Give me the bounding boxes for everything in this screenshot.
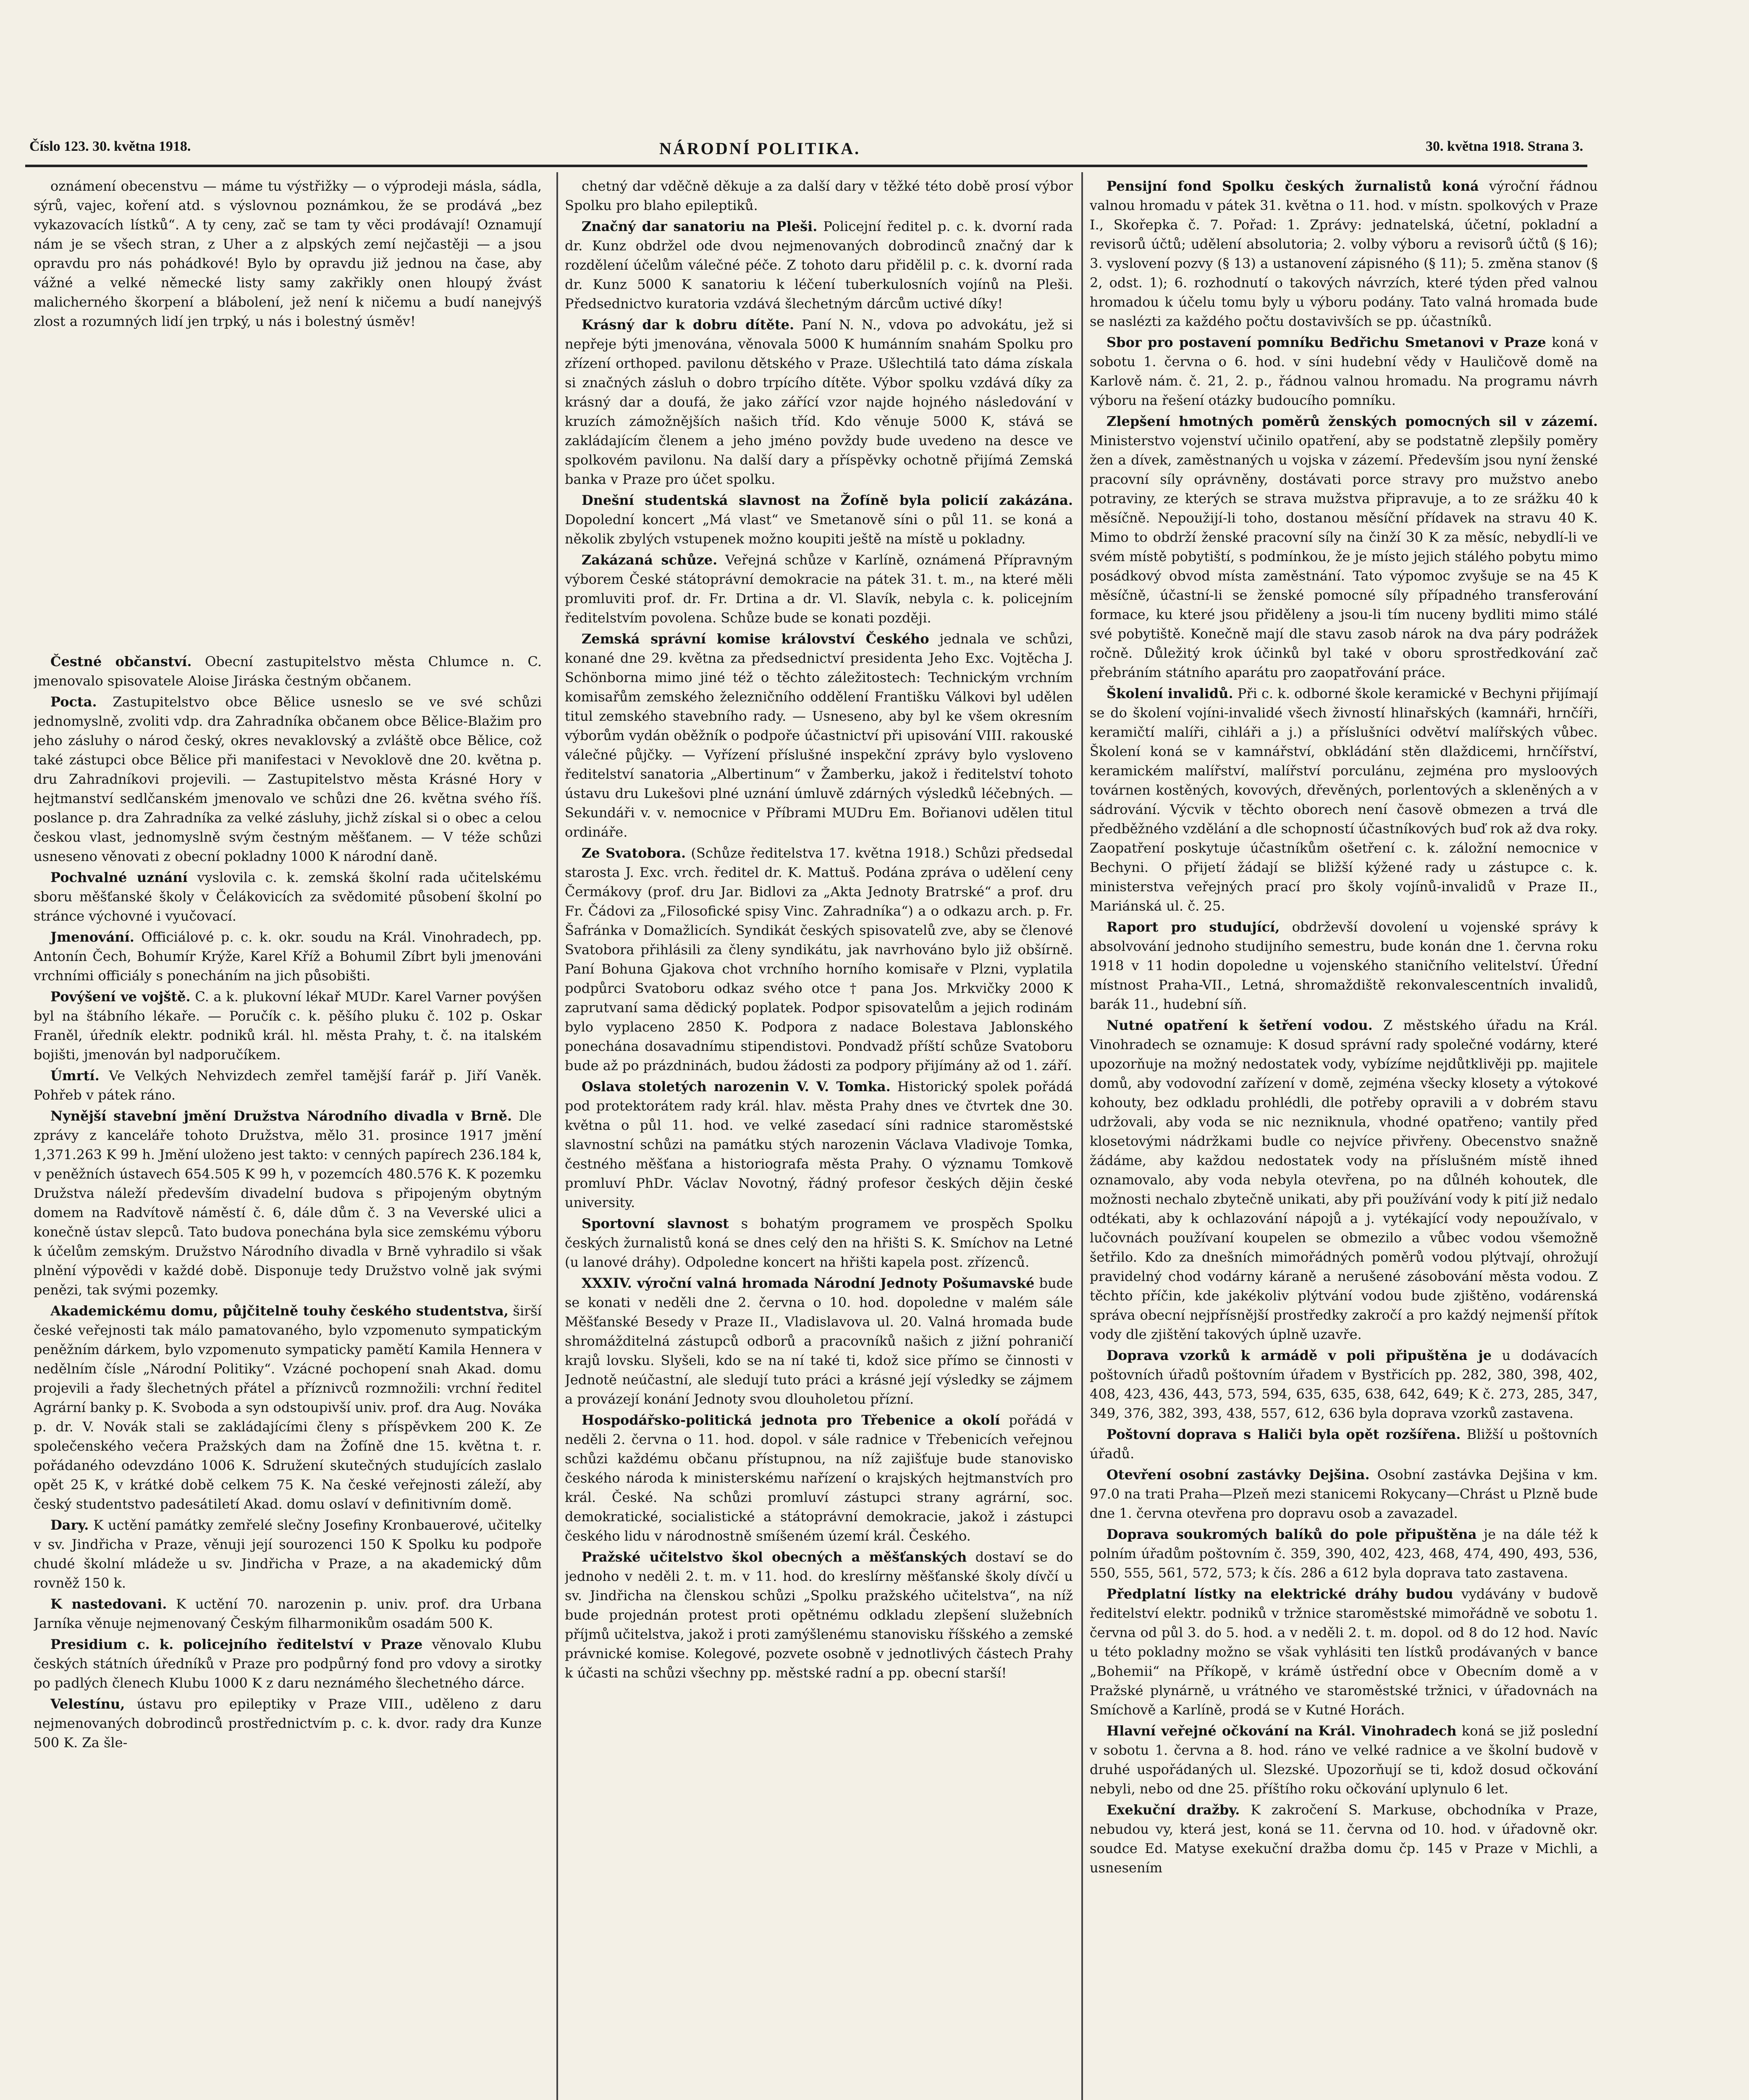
column-intro: chetný dar vděčně děkuje a za další dary v těžké této době prosí výbor Spolku pro blaho epileptiků. [565, 178, 1073, 213]
news-title: Pochvalné uznání [50, 869, 188, 885]
news-item [34, 1594, 542, 1633]
news-title: Sportovní slavnost [582, 1215, 729, 1231]
news-item [1090, 1465, 1598, 1523]
news-item [565, 1547, 1073, 1683]
news-item [565, 843, 1073, 1075]
news-item [34, 652, 542, 690]
news-title: Školení invalidů. [1107, 685, 1233, 701]
news-item [34, 1694, 542, 1752]
news-item [34, 1066, 542, 1105]
news-item [1090, 333, 1598, 410]
news-title: Pocta. [50, 694, 97, 710]
news-text: výroční řádnou valnou hromadu v pátek 31. května o 11. hod. v místn. spolkových v Praze I., Skořepka č. 7. Pořad: 1. Zprávy: jednatelská, účetní, pokladní a revisorů účtů; udělení absolutoria; 2. volby výboru a revisorů účtů (§ 16); 3. vyslovení pozvy (§ 13) a ustanovení zápisného (§ 11); 5. změna stanov (§ 2, odst. 1); 6. rozhodnutí o takových návrzích, které týden před valnou hromadou k účelu tomu byly u výboru podány. Tato valná hromada bude se naslézti za každého počtu dostavivších se pp. účastníků. [1090, 178, 1598, 329]
news-text: C. a k. plukovní lékař MUDr. Karel Varner povýšen byl na štábního lékaře. — Poručík c. k. pěšího pluku č. 102 p. Oskar Franěl, úředník elektr. podniků král. hl. města Prahy, t. č. na italském bojišti, jmenován byl nadporučíkem. [34, 989, 542, 1063]
column-divider [556, 172, 558, 2100]
news-item [1090, 176, 1598, 331]
news-title: Nynější stavební jmění Družstva Národního divadla v Brně. [50, 1108, 512, 1124]
news-text: Veřejná schůze v Karlíně, oznámená Přípravným výborem České státoprávní demokracie na pátek 31. t. m., na které měli promluviti prof. dr. Fr. Drtina a dr. Vl. Slavík, nebyla c. k. policejním ředitelstvím povolena. Schůze bude se konati později. [565, 552, 1073, 626]
news-text: vyslovila c. k. zemská školní rada učitelskému sboru měšťanské školy v Čelákovicích za svědomité působení školní po stránce výchovné i vyučovací. [34, 869, 542, 924]
news-text: bude se konati v neděli dne 2. června o 10. hod. dopoledne v malém sále Měšťanské Besedy v Praze II., Vladislavova ul. 20. Valná hromada bude shromážditelná zástupců odborů a pracovníků našich z jižní pohraničí krajů lovsku. Slyšeli, kdo se na ní také ti, kdož sice přímo se činnosti v Jednotě neúčastní, ale sledují tuto práci a krásné její výsledky se zájmem a provázejí konání Jednoty svou dlouholetou přízní. [565, 1275, 1073, 1407]
news-title: Zlepšení hmotných poměrů ženských pomocných sil v zázemí. [1107, 413, 1598, 429]
news-title: Značný dar sanatoriu na Pleši. [582, 218, 818, 234]
news-text: Při c. k. odborné škole keramické v Bechyni přijímají se do školení vojíni-invalidé všech živností hlinařských (kamnáři, hrnčíři, keramičtí malíři, cihláři a j.) a příslušníci odvětví malířských vůbec. Školení koná se v kamnářství, obkládání stěn dlaždicemi, hrnčířství, keramickém malířství, malířství porculánu, zejména pro mysloových továrnen kostěných, kovových, dřevěných, porlentových a skleněných a v sádrování. Výcvik v těchto oborech není časově obmezen a trvá dle předběžného vzdělání a dle schopností účastníkových buď rok až dva roky. Zaopatření poskytuje účastníkům ošetření c. k. záložní nemocnice v Bechyni. O přijetí žádají se bližší kýžené rady u zástupce c. k. ministerstva veřejných prací pro školy vojínů-invalidů v Praze II., Mariánská ul. č. 25. [1090, 685, 1598, 914]
news-text: Ministerstvo vojenství učinilo opatření, aby se podstatně zlepšily poměry žen a dívek, zaměstnaných u vojska v zázemí. Především jsou nyní ženské pracovní síly oprávněny, dostávati porce stravy pro mužstvo anebo potraviny, ze kterých se strava mužstva připravuje, a to ze srážku 40 k měsíčně. Nepoužijí-li toho, dostanou měsíční přídavek na stravu 40 K. Mimo to obdrží ženské pracovní síly na činží 30 K za měsíc, nebydlí-li ve svém místě pobytiští, s podmínkou, že je místo jejich stálého pobytu mimo posádkový obvod místa zaměstnání. Tato výpomoc zvyšuje se na 45 K měsíčně, účastní-li se ženské pomocné síly případného transferování formace, ku které jsou přiděleny a jsou-li tím nuceny bydliti mimo stálé své pobytiště. Konečně mají dle stavu zasob nárok na dva páry podrážek ročně. Důležitý krok účinků byl také v oboru sprostředkování zač přebráním státního aparátu pro zaopatřování práce. [1090, 433, 1598, 680]
news-title: Presidium c. k. policejního ředitelství v Praze [50, 1636, 423, 1652]
news-item [1090, 684, 1598, 916]
news-title: Nutné opatření k šetření vodou. [1107, 1017, 1373, 1033]
news-title: Čestné občanství. [50, 654, 192, 669]
page-header [29, 139, 1583, 164]
news-text: Z městského úřadu na Král. Vinohradech se oznamuje: K dosud správní rady společné vodárny, které upozorňuje na možný nedostatek vody, vybízíme nejdůtklivěji pp. majitele domů, aby vodovodní zařízení v domě, zejména všecky klosety a výtokové kohouty, bez odkladu prohlédli, dle potřeby opravili a v dobrém stavu udržovali, aby voda se nic nezniknula, vhodné opatřeno; vantily před klosetovými nádržkami budle co nejvíce přivřeny. Obecenstvo snažně žádáme, aby každou nedostatek vody na příslušném místě ihned oznamovalo, aby voda nebyla otevřena, po na důlnéh kohoutek, dle možnosti nechalo zbytečně unikati, aby při používání vody k pití již nedalo odtékati, aby k ochlazování nápojů a j. vytékající vody nepoužívalo, v lučovnách používaní koupelen se obmezilo a vůbec vodou všemožně šetřilo. Kdo za dnešních mimořádných poměrů vodou plýtvají, ohrožují pravidelný chod vodárny káraně a nerušené zásobování města vodou. Z těchto příčin, kde jakékoliv plýtvání vodou bude zjištěno, vodárenská správa obecní nejpřísnější prostředky zakročí a pro každý nejmenší přítok vody dle zjištění takových úplně uzavře. [1090, 1017, 1598, 1342]
news-title: Dnešní studentská slavnost na Žofíně byla policií zakázána. [582, 492, 1073, 508]
news-text: koná se již poslední v sobotu 1. června a 8. hod. ráno ve velké radnice a ve školní budově v druhé uspořádaných ul. Slezské. Upozorňují se ti, kdož dosud očkování nebyli, nebo od dne 25. příštího roku očkování uplynulo 6 let. [1090, 1723, 1598, 1797]
news-item [34, 1515, 542, 1593]
news-title: Dary. [50, 1517, 89, 1533]
news-item [565, 217, 1073, 313]
news-text: Paní N. N., vdova po advokátu, jež si nepřeje býti jmenována, věnovala 5000 K humánním snahám Spolku pro zřízení orthoped. pavilonu dětského v Praze. Ušlechtilá tato dáma získala si značných zásluh o dobro trpícího dítěte. Výbor spolku vzdává díky za krásný dar a doufá, že jako zářící vzor najde hojného následování v kruzích zámožnějších našich tříd. Kdo věnuje 5000 K, stává se zakládajícím členem a jeho jméno povždy bude uvedeno na desce ve spolkovém pavilonu. Na další dary a příspěvky ochotně přijímá Zemská banka v Praze pro účet spolku. [565, 317, 1073, 487]
news-title: Ze Svatobora. [582, 845, 686, 861]
news-text: K uctění památky zemřelé slečny Josefiny Kronbauerové, učitelky v sv. Jindřicha v Praze, věnuji její sourozenci 150 K Spolku ku podpoře chudé školní mládeže u sv. Jindřicha v Praze, a na akademický dům rovněž 150 k. [34, 1517, 542, 1591]
news-text: K uctění 70. narozenin p. univ. prof. dra Urbana Jarníka věnuje nejmenovaný Českým filharmonikům osadám 500 K. [34, 1596, 542, 1631]
news-title: Velestínu, [50, 1696, 125, 1712]
issue-number: Číslo 123. 30. května 1918. [29, 139, 191, 154]
news-title: Raport pro studující, [1107, 919, 1280, 935]
news-text: pořádá v neděli 2. června o 11. hod. dopol. v sále radnice v Třebenicích veřejnou schůzi každému občanu přístupnou, na níž zajišťuje bude stanovisko českého národa k ministerskému nařízení o krajských hejtmanstvích pro král. České. Na schůzi promluví zástupci strany agrární, soc. demokratické, socialistické a státoprávní demokracie, jakož i zástupci českého lidu v národnostně smíšeném území král. Českého. [565, 1412, 1073, 1544]
news-text: Dopolední koncert „Má vlast“ ve Smetanově síni o půl 11. se koná a několik zbylých vstupenek možno koupiti ještě na místě u pokladny. [565, 512, 1073, 547]
news-text: Historický spolek pořádá pod protektorátem rady král. hlav. města Prahy dnes ve čtvrtek dne 30. května o půl 11. hod. ve velké zasedací síni radnice staroměstské slavnostní schůzi na památku stých narozenin Václava Vladivoje Tomka, čestného měšťana a historiografa města Prahy. O významu Tomkově promluví PhDr. Václav Novotný, řádný profesor českých dějin české university. [565, 1079, 1073, 1210]
news-title: Jmenování. [50, 929, 134, 945]
news-title: Poštovní doprava s Haliči byla opět rozšířena. [1107, 1426, 1461, 1442]
news-text: vydávány v budově ředitelství elektr. podniků v tržnice staroměstské mimořádně ve sobotu 1. června od půl 3. do 5. hod. a v neděli 2. t. m. dopol. od 8 do 12 hod. Navíc u této pokladny možno se však vyhlásiti ten lístků prodávaných v bance „Bohemii“ na Příkopě, v krámě ústřední obce v Obecním domě a v Pražské plynárně, u vrátného ve staroměstské tržnici, v úřadovnách na Smíchově a Karlíně, prodá se v Kutné Horách. [1090, 1586, 1598, 1718]
column-2 [565, 176, 1073, 2100]
news-item [34, 927, 542, 985]
news-text: Officiálové p. c. k. okr. soudu na Král. Vinohradech, pp. Antonín Čech, Bohumír Krýže, Karel Kříž a Bohumil Zíbrt byli jmenováni vrchními officiály s ponecháním na jich působišti. [34, 929, 542, 984]
news-text: Policejní ředitel p. c. k. dvorní rada dr. Kunz obdržel ode dvou nejmenovaných dobrodinců značný dar k rozdělení účelům válečné péče. Z tohoto daru přidělil p. c. k. dvorní rada dr. Kunz 5000 K sanatoriu k léčení tuberkulosních vojínů na Pleši. Předsednictvo kuratoria vzdává šlechetným dárcům uctivé díky! [565, 218, 1073, 312]
news-item [565, 491, 1073, 549]
news-text: je na dále též k polním úřadům poštovním č. 359, 390, 402, 423, 468, 474, 490, 493, 536, 550, 555, 561, 572, 573; k čís. 286 a 612 byla doprava tato zastavena. [1090, 1526, 1598, 1581]
news-text: Ve Velkých Nehvizdech zemřel tamější farář p. Jiří Vaněk. Pohřeb v pátek ráno. [34, 1068, 542, 1103]
news-item [1090, 1425, 1598, 1463]
news-text: ústavu pro epileptiky v Praze VIII., uděleno z daru nejmenovaných dobrodinců prostřednictvím p. c. k. dvor. rady dra Kunze 500 K. Za šle- [34, 1696, 542, 1751]
news-item [565, 550, 1073, 627]
news-text: Osobní zastávka Dejšina v km. 97.0 na trati Praha—Plzeň mezi stanicemi Rokycany—Chrást u Plzně bude dne 1. června otevřena pro dopravu osob a zavazadel. [1090, 1467, 1598, 1521]
news-item [1090, 1016, 1598, 1344]
news-item [34, 868, 542, 926]
news-text: Dle zprávy z kanceláře tohoto Družstva, mělo 31. prosince 1917 jmění 1,371.263 K 99 h. Jmění uloženo jest takto: v cenných papírech 236.184 k, v peněžních ústavech 654.505 K 99 h, v pozemcích 480.576 K. K pozemku Družstva náleží především divadelní budova s připojeným obytným domem na Radvítově náměstí č. 6, dále dům č. 3 na Veverské ulici a konečně ústav slepců. Tato budova ponechána byla sice zemskému výboru k účelům zemským. Družstvo Národního divadla v Brně vyhradilo si však plnění výpovědi v každé době. Disponuje tedy Družstvo volně jak svými penězi, tak svými pozemky. [34, 1108, 542, 1298]
news-item [1090, 412, 1598, 682]
news-text: jednala ve schůzi, konané dne 29. května za předsednictví presidenta Jeho Exc. Vojtěcha J. Schönborna mimo jiné též o těchto záležitostech: Technickým vrchním komisařům zemského železničního oddělení Františku Válkovi byl udělen titul zemského stavebního rady. — Usneseno, aby byl ke všem okresním výborům vydán oběžník o podpoře účastnictví při upisování VIII. rakouské válečné půjčky. — Vyřízení příslušné inspekční zprávy bylo vysloveno ředitelství sanatoria „Albertinum“ v Žamberku, jakož i ředitelství tohoto ústavu dru Lukešovi plné uznání úmluvě zdárných výsledků léčebných. — Sekundáři v. v. nemocnice v Příbrami MUDru Em. Bořianovi udělen titul ordináře. [565, 631, 1073, 840]
column-3 [1090, 176, 1598, 2100]
news-title: Doprava soukromých balíků do pole připuštěna [1107, 1526, 1477, 1542]
news-title: Krásný dar k dobru dítěte. [582, 317, 795, 333]
news-item [1090, 1525, 1598, 1583]
news-title: Pražské učitelstvo škol obecných a měšťanských [582, 1549, 967, 1565]
news-title: Hospodářsko-politická jednota pro Třebenice a okolí [582, 1412, 1000, 1428]
news-item [34, 1301, 542, 1514]
column-divider [1081, 172, 1083, 2100]
news-title: Hlavní veřejné očkování na Král. Vinohradech [1107, 1723, 1457, 1739]
news-item [1090, 1584, 1598, 1719]
news-title: Sbor pro postavení pomníku Bedřichu Smetanovi v Praze [1107, 334, 1546, 350]
news-text: Bližší u poštovních úřadů. [1090, 1426, 1598, 1462]
news-item [1090, 917, 1598, 1014]
news-text: širší české veřejnosti tak málo pamatovaného, bylo vzpomenuto sympatickým peněžním dárkem, bylo vzpomenuto sympaticky pamětí Kamila Hennera v nedělním čísle „Národní Politiky“. Vzácné pochopení snah Akad. domu projevili a řady šlechetných přátel a příznivců rozmnožili: vrchní ředitel Agrární banky p. K. Svoboda a syn odstoupivší univ. prof. dra Aug. Nováka p. dr. V. Novák stali se zakládajícími členy s příspěvkem 200 K. Ze společenského večera Pražských dam na Žofíně dne 15. května t. r. pořádaného odevzdáno 1006 K. Sdružení skutečných studujících zaslalo opět 25 K, v krátké době celkem 75 K. Na české veřejnosti záleží, aby český studentstvo padesátiletí Akad. domu oslaví v definitivním domě. [34, 1303, 542, 1512]
news-title: Akademickému domu, půjčitelně touhy českého studentstva, [50, 1303, 509, 1319]
news-title: Exekuční dražby. [1107, 1802, 1240, 1818]
news-title: Úmrtí. [50, 1068, 100, 1084]
news-item [34, 692, 542, 866]
news-title: XXXIV. výroční valná hromada Národní Jednoty Pošumavské [582, 1275, 1035, 1291]
news-item [1090, 1800, 1598, 1877]
news-text: koná v sobotu 1. června o 6. hod. v síni hudební vědy v Hauličově domě na Karlově nám. č. 21, 2. p., řádnou valnou hromadu. Na programu návrh výboru na řešení otázky budoucího pomníku. [1090, 334, 1598, 408]
news-text: věnovalo Klubu českých státních úředníků v Praze pro podpůrný fond pro vdovy a sirotky po padlých členech Klubu 1000 K z daru neznámého šlechetného dárce. [34, 1636, 542, 1691]
news-item [1090, 1721, 1598, 1798]
news-item [565, 1214, 1073, 1272]
news-title: Předplatní lístky na elektrické dráhy budou [1107, 1586, 1453, 1602]
news-item [34, 987, 542, 1064]
column-intro: oznámení obecenstvu — máme tu výstřižky — o výprodeji másla, sádla, sýrů, vajec, koření atd. s výslovnou poznámkou, že se prodává „bez vykazovacích lístků“. A ty ceny, zač se tam ty věci prodávají! Oznamují nám je se všech stran, z Uher a z alpských zemí nejčastěji — a jsou opravdu pro nás pohádkové! Bylo by opravdu již jednou na čase, aby vážné a velké německé listy samy zakřikly onen hloupý žvást malicherného škorpení a blábolení, jež není k ničemu a budí nanejvýš zlost a rozumných lidí jen trpký, u nás i bolestný úsměv! [34, 178, 542, 329]
news-text: Zastupitelstvo obce Bělice usneslo se ve své schůzi jednomyslně, zvoliti vdp. dra Zahradníka občanem obce Bělice-Blažim pro jeho zásluhy o národ český, okres nevaklovský a zvláště obce Bělice, což také zástupci obce Bělice při manifestaci v Nevoklově dne 20. května p. dru Zahradníkovi projevili. — Zastupitelstvo města Krásné Hory v hejtmanství sedlčanském jmenovalo ve schůzi dne 26. května svého říš. poslance p. dra Zahradníka za velké zásluhy, jichž získal si o obec a celou českou vlast, jednomyslně svým čestným měšťanem. — V téže schůzi usneseno věnovati z obecní pokladny 1000 K národní daně. [34, 694, 542, 864]
news-item [565, 315, 1073, 489]
news-title: Pensijní fond Spolku českých žurnalistů koná [1107, 178, 1479, 194]
news-item [565, 1410, 1073, 1546]
column-1 [34, 176, 542, 2100]
news-title: Zakázaná schůze. [582, 552, 718, 568]
news-text: s bohatým programem ve prospěch Spolku českých žurnalistů koná se dnes celý den na hřišti S. K. Smíchov na Letné (u lanové dráhy). Odpoledne koncert na hřišti kapela post. zřízenců. [565, 1215, 1073, 1270]
masthead: NÁRODNÍ POLITIKA. [659, 139, 861, 158]
page-number: 30. května 1918. Strana 3. [1426, 139, 1583, 154]
header-rule [25, 165, 1587, 167]
news-text: dostaví se do jednoho v neděli 2. t. m. v 11. hod. do kreslírny měšťanské školy dívčí u sv. Jindřicha na členskou schůzi „Spolku pražského učitelstva“, na níž bude projednán protest proti opětnému odkladu zlepšení služebních příjmů učitelstva, jakož i proti zamýšlenému stanovisku říšského a zemské právnické komise. Kolegové, pozvete osobně v jednotlivých částech Prahy k účasti na schůzi všechny pp. městské radní a pp. obecní starší! [565, 1549, 1073, 1681]
news-text: Obecní zastupitelstvo města Chlumce n. C. jmenovalo spisovatele Aloise Jiráska čestným občanem. [34, 654, 542, 689]
news-text: u dodávacích poštovních úřadů poštovním úřadem v Bystřicích pp. 282, 380, 398, 402, 408, 423, 436, 443, 573, 594, 635, 635, 638, 642, 649; K č. 273, 285, 347, 349, 376, 382, 393, 438, 557, 612, 636 byla doprava vzorků zastavena. [1090, 1347, 1598, 1421]
news-item [565, 629, 1073, 842]
news-text: (Schůze ředitelstva 17. května 1918.) Schůzi předsedal starosta J. Exc. vrch. ředitel dr. K. Mattuš. Podána zpráva o udělení ceny Čermákovy (prof. dru Jar. Bidlovi za „Akta Jednoty Bratrské“ a prof. dru Fr. Čádovi za „Filosofické spisy Vinc. Zahradníka“) a o odkazu arch. p. Fr. Šafránka v Domažlicích. Syndikát českých spisovatelů zve, aby se členové Svatobora přihlásili za členy syndikátu, jak navrhováno bylo již obšírně. Paní Bohuna Gjakova chot vrchního horního komisaře v Plzni, vyplatila podpůrci Svatoboru odkaz svého otce † pana Jos. Mrkvičky 2000 K zaprutvaní sama dědický poplatek. Podpor spisovatelům a jejich rodinám bylo vyplaceno 2850 K. Podpora z nadace Bolestava Jablonského ponechána dosavadnímu stipendistovi. Pondvadž příští schůze Svatoboru bude až po prázdninách, budou žádosti za podpory přijímány až od 1. září. [565, 845, 1073, 1074]
news-item [1090, 1346, 1598, 1423]
news-title: Doprava vzorků k armádě v poli připuštěna je [1107, 1347, 1492, 1363]
news-item [34, 1106, 542, 1299]
news-title: Oslava stoletých narozenin V. V. Tomka. [582, 1079, 891, 1095]
news-text: K zakročení S. Markuse, obchodníka v Praze, nebudou vy, která jest, koná se 11. června od 10. hod. v úřadovně okr. soudce Ed. Matyse exekuční dražba domu čp. 145 v Praze v Michli, a usnesením [1090, 1802, 1598, 1876]
news-text: obdrževší dovolení u vojenské správy k absolvování jednoho studijního semestru, bude konán dne 1. června roku 1918 v 11 hodin dopoledne u vojenského staničního velitelství. Úřední místnost Praha-VII., Letná, shromaždiště rekonvalescentních invalidů, barák 11., hudební síň. [1090, 919, 1598, 1012]
column-gap [34, 333, 542, 652]
news-title: K nastedovani. [50, 1596, 167, 1612]
news-title: Otevření osobní zastávky Dejšina. [1107, 1467, 1370, 1483]
news-title: Povýšení ve vojště. [50, 989, 191, 1005]
news-title: Zemská správní komise království Českého [582, 631, 929, 647]
news-item [34, 1635, 542, 1693]
news-item [565, 1077, 1073, 1212]
news-item [565, 1273, 1073, 1409]
